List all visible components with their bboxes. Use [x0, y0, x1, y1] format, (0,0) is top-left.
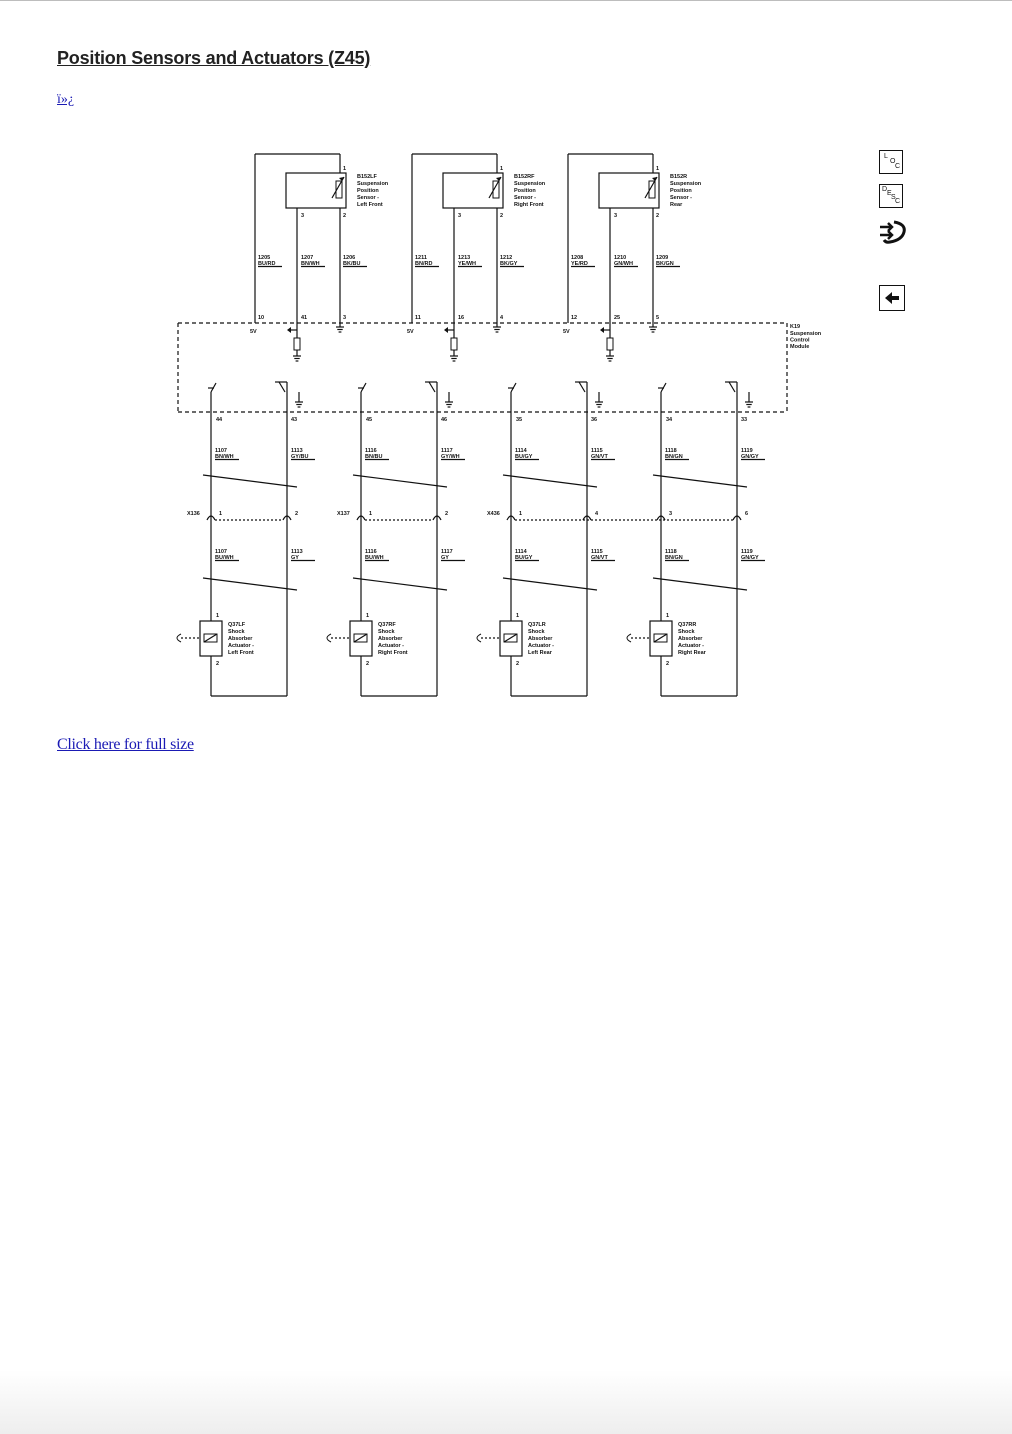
actuator-q37lr-upper-wire1-color: BU/GY [515, 454, 533, 460]
sensor-b152r-wire2-color: GN/WH [614, 261, 633, 267]
sensor-b152rf-name-line: Sensor - [514, 195, 537, 201]
actuator-q37lr-low-switch-blade [579, 382, 585, 392]
actuator-q37rr-upper-wire2-circuit: 1119 [741, 448, 753, 454]
actuator-q37lf-id: Q37LF [228, 622, 246, 628]
sensor-b152lf-module-pin: 41 [301, 315, 308, 321]
actuator-q37rr-lower-wire2-circuit: 1119 [741, 549, 753, 555]
page-title: Position Sensors and Actuators (Z45) [57, 48, 371, 68]
connector-icon[interactable] [878, 218, 910, 246]
actuator-q37lf-connector-pin: 1 [219, 511, 223, 517]
sensor-b152r-pin: 3 [614, 213, 618, 219]
sensor-b152rf-input-arrow [444, 327, 448, 333]
actuator-q37rr-low-switch-blade [729, 382, 735, 392]
desc-letter: S [891, 194, 896, 201]
sensor-b152lf-name-line: Position [357, 188, 379, 194]
actuator-q37rf-lower-wire1-circuit: 1116 [365, 549, 377, 555]
desc-letter: E [887, 190, 892, 197]
actuator-q37rr-upper-wire1-color: BN/GN [665, 454, 683, 460]
actuator-q37lf-upper-wire2-color: GY/BU [291, 454, 309, 460]
actuator-q37rf-upper-wire1-color: BN/BU [365, 454, 383, 460]
actuator-q37rr-twist [653, 578, 747, 590]
actuator-q37rf-upper-wire1-circuit: 1116 [365, 448, 377, 454]
actuator-q37lr-connector-pin: 1 [519, 511, 523, 517]
actuator-q37lf-lower-wire1-circuit: 1107 [215, 549, 227, 555]
sensor-b152lf-id: B152LF [357, 174, 377, 180]
actuator-q37rf-name-line: Right Front [378, 650, 408, 656]
sensor-b152lf-wire1-color: BU/RD [258, 261, 276, 267]
actuator-q37rr-name-line: Shock [678, 629, 695, 635]
actuator-q37rr-lower-wire1-color: BN/GN [665, 555, 683, 561]
actuator-q37lf-upper-wire2-circuit: 1113 [291, 448, 303, 454]
page-footer-shade [0, 1370, 1012, 1434]
actuator-q37rf-upper-wire2-color: GY/WH [441, 454, 460, 460]
sensor-b152rf-supply-label: 5V [407, 329, 414, 335]
sensor-b152r-supply-label: 5V [563, 329, 570, 335]
actuator-q37lr-upper-wire2-color: GN/VT [591, 454, 608, 460]
actuator-q37rf-connector-id: X137 [337, 511, 350, 517]
actuator-q37rr-module-pin: 33 [741, 417, 748, 423]
actuator-q37lr-pin: 2 [516, 661, 520, 667]
sensor-b152lf-wire3-color: BK/BU [343, 261, 361, 267]
sensor-b152lf-wire1-circuit: 1205 [258, 255, 271, 261]
actuator-q37rf-low-switch-blade [429, 382, 435, 392]
sensor-b152lf-name-line: Suspension [357, 181, 389, 187]
sensor-b152r-id: B152R [670, 174, 688, 180]
actuator-q37lr-id: Q37LR [528, 622, 546, 628]
actuator-q37lf-mech-symbol [177, 634, 181, 642]
actuator-q37rf-module-pin: 46 [441, 417, 448, 423]
actuator-q37lr-connector-id: X436 [487, 511, 500, 517]
sensor-b152r-module-pin: 12 [571, 315, 578, 321]
module-name-line: Control [790, 337, 810, 344]
actuator-q37rf-lower-wire1-color: BU/WH [365, 555, 384, 561]
sensor-b152lf-supply-label: 5V [250, 329, 257, 335]
actuator-q37rf-pin: 1 [366, 613, 370, 619]
actuator-q37lr-name-line: Left Rear [528, 650, 552, 656]
actuator-q37lf-connector-pin: 2 [295, 511, 299, 517]
actuator-q37lf-twist [203, 578, 297, 590]
actuator-q37rf-name-line: Absorber [378, 636, 403, 642]
actuator-q37lr-connector-pin: 4 [595, 511, 599, 517]
sensor-b152r-module-pin: 5 [656, 315, 660, 321]
actuator-q37rr-module-pin: 34 [666, 417, 673, 423]
actuator-q37lf-pin: 1 [216, 613, 220, 619]
sensor-b152lf-wire3-circuit: 1206 [343, 255, 356, 261]
loc-letter: O [890, 158, 896, 165]
sensor-b152r-module-pin: 25 [614, 315, 621, 321]
actuator-q37rr-pin: 2 [666, 661, 670, 667]
sensor-b152rf-pin: 3 [458, 213, 462, 219]
sensor-b152rf-module-pin: 16 [458, 315, 465, 321]
actuator-q37lf-name-line: Shock [228, 629, 245, 635]
actuator-q37lf-module-pin: 43 [291, 417, 298, 423]
actuator-q37lr-module-pin: 36 [591, 417, 598, 423]
sensor-b152lf-name-line: Sensor - [357, 195, 380, 201]
diagram-link[interactable]: ï»¿ [57, 92, 75, 107]
actuator-q37lr-upper-wire1-circuit: 1114 [515, 448, 527, 454]
actuator-q37rf-mech-symbol [327, 634, 331, 642]
actuator-q37rf-upper-wire2-circuit: 1117 [441, 448, 453, 454]
actuator-q37lf-name-line: Absorber [228, 636, 253, 642]
actuator-q37lr-name-line: Actuator - [528, 643, 554, 649]
sensor-b152lf-pulldown [294, 338, 300, 350]
actuator-q37lr-mech-symbol [477, 634, 481, 642]
sensor-b152rf-wire2-circuit: 1213 [458, 255, 471, 261]
actuator-q37lf-pin: 2 [216, 661, 220, 667]
back-arrow-icon[interactable] [879, 285, 905, 311]
actuator-q37lf-lower-wire2-color: GY [291, 555, 299, 561]
sensor-b152rf-name-line: Suspension [514, 181, 546, 187]
back-arrow-glyph [881, 287, 903, 309]
actuator-q37lr-twist [503, 578, 597, 590]
sensor-b152r-name-line: Sensor - [670, 195, 693, 201]
actuator-q37lr-lower-wire1-color: BU/GY [515, 555, 533, 561]
sensor-b152lf-module-pin: 3 [343, 315, 347, 321]
actuator-q37rr-twist [653, 475, 747, 487]
actuator-q37lf-connector-id: X136 [187, 511, 200, 517]
sensor-b152rf-module-pin: 11 [415, 315, 421, 321]
loc-icon[interactable] [879, 150, 903, 174]
actuator-q37rr-lower-wire1-circuit: 1118 [665, 549, 677, 555]
desc-letter: D [882, 186, 888, 193]
actuator-q37rf-name-line: Actuator - [378, 643, 404, 649]
sensor-b152rf-wire3-circuit: 1212 [500, 255, 513, 261]
desc-icon[interactable] [879, 184, 903, 208]
actuator-q37lf-upper-wire1-circuit: 1107 [215, 448, 227, 454]
sensor-b152lf-module-pin: 10 [258, 315, 265, 321]
sensor-b152rf-pulldown [451, 338, 457, 350]
actuator-q37rf-lower-wire2-circuit: 1117 [441, 549, 453, 555]
actuator-q37rr-lower-wire2-color: GN/GY [741, 555, 759, 561]
sensor-b152rf-wire3-color: BK/GY [500, 261, 518, 267]
actuator-q37rr-mech-symbol [627, 634, 631, 642]
sensor-b152rf-id: B152RF [514, 174, 535, 180]
sensor-b152r-input-arrow [600, 327, 604, 333]
sensor-b152rf-wire1-circuit: 1211 [415, 255, 427, 261]
sensor-b152rf-name-line: Position [514, 188, 536, 194]
sensor-b152lf-input-arrow [287, 327, 291, 333]
actuator-q37lf-lower-wire2-circuit: 1113 [291, 549, 303, 555]
actuator-q37lf-name-line: Left Front [228, 650, 254, 656]
sensor-b152lf-pin: 2 [343, 213, 347, 219]
actuator-q37lf-low-switch-blade [279, 382, 285, 392]
sensor-b152rf-module-pin: 4 [500, 315, 504, 321]
actuator-q37rr-pin: 1 [666, 613, 670, 619]
sensor-b152r-name-line: Suspension [670, 181, 702, 187]
sensor-b152rf-wire2-color: YE/WH [458, 261, 477, 267]
actuator-q37lr-lower-wire1-circuit: 1114 [515, 549, 527, 555]
sensor-b152r-name-line: Position [670, 188, 692, 194]
sensor-b152r-wire3-circuit: 1209 [656, 255, 669, 261]
sensor-b152r-pin: 2 [656, 213, 660, 219]
actuator-q37rr-name-line: Actuator - [678, 643, 704, 649]
sensor-b152lf-pin: 3 [301, 213, 305, 219]
sensor-b152rf-pin: 1 [500, 166, 504, 172]
actuator-q37lr-lower-wire2-circuit: 1115 [591, 549, 603, 555]
sensor-b152rf-wire1-color: BN/RD [415, 261, 433, 267]
sensor-b152lf-pin: 1 [343, 166, 347, 172]
actuator-q37rr-upper-wire2-color: GN/GY [741, 454, 759, 460]
actuator-q37lr-name-line: Shock [528, 629, 545, 635]
actuator-q37rf-pin: 2 [366, 661, 370, 667]
actuator-q37rr-connector-pin: 6 [745, 511, 749, 517]
actuator-q37rr-upper-wire1-circuit: 1118 [665, 448, 677, 454]
loc-letter: C [895, 163, 901, 170]
sensor-b152lf-name-line: Left Front [357, 202, 383, 208]
full-size-link[interactable]: Click here for full size [57, 736, 194, 753]
actuator-q37rf-connector-pin: 1 [369, 511, 373, 517]
actuator-q37rf-name-line: Shock [378, 629, 395, 635]
actuator-q37rf-twist [353, 475, 447, 487]
actuator-q37rf-id: Q37RF [378, 622, 396, 628]
sensor-b152r-name-line: Rear [670, 202, 683, 208]
actuator-q37lr-pin: 1 [516, 613, 520, 619]
sensor-b152r-wire2-circuit: 1210 [614, 255, 627, 261]
actuator-q37lf-module-pin: 44 [216, 417, 223, 423]
sensor-b152r-pulldown [607, 338, 613, 350]
actuator-q37lr-upper-wire2-circuit: 1115 [591, 448, 603, 454]
actuator-q37rr-connector-pin: 3 [669, 511, 673, 517]
actuator-q37rr-id: Q37RR [678, 622, 697, 628]
desc-letter: C [895, 198, 901, 205]
actuator-q37rf-twist [353, 578, 447, 590]
sensor-b152rf-pin: 2 [500, 213, 504, 219]
actuator-q37lf-upper-wire1-color: BN/WH [215, 454, 234, 460]
actuator-q37lf-twist [203, 475, 297, 487]
actuator-q37lr-module-pin: 35 [516, 417, 523, 423]
actuator-q37lf-lower-wire1-color: BU/WH [215, 555, 234, 561]
actuator-q37lr-twist [503, 475, 597, 487]
sensor-b152r-wire3-color: BK/GN [656, 261, 674, 267]
module-name-line: Module [790, 344, 810, 350]
actuator-q37rf-module-pin: 45 [366, 417, 373, 423]
actuator-q37rf-lower-wire2-color: GY [441, 555, 449, 561]
sensor-b152r-wire1-circuit: 1208 [571, 255, 584, 261]
loc-letter: L [884, 153, 888, 160]
sensor-b152r-wire1-color: YE/RD [571, 261, 588, 267]
sensor-b152r-pin: 1 [656, 166, 660, 172]
actuator-q37lf-name-line: Actuator - [228, 643, 254, 649]
actuator-q37rr-name-line: Absorber [678, 636, 703, 642]
actuator-q37rr-name-line: Right Rear [678, 650, 706, 656]
sensor-b152lf-wire2-circuit: 1207 [301, 255, 314, 261]
actuator-q37lr-lower-wire2-color: GN/VT [591, 555, 608, 561]
sensor-b152lf-wire2-color: BN/WH [301, 261, 320, 267]
module-name-line: Suspension [790, 331, 822, 337]
actuator-q37rf-connector-pin: 2 [445, 511, 449, 517]
sensor-b152rf-name-line: Right Front [514, 202, 544, 208]
module-id: K19 [790, 324, 801, 330]
actuator-q37lr-name-line: Absorber [528, 636, 553, 642]
